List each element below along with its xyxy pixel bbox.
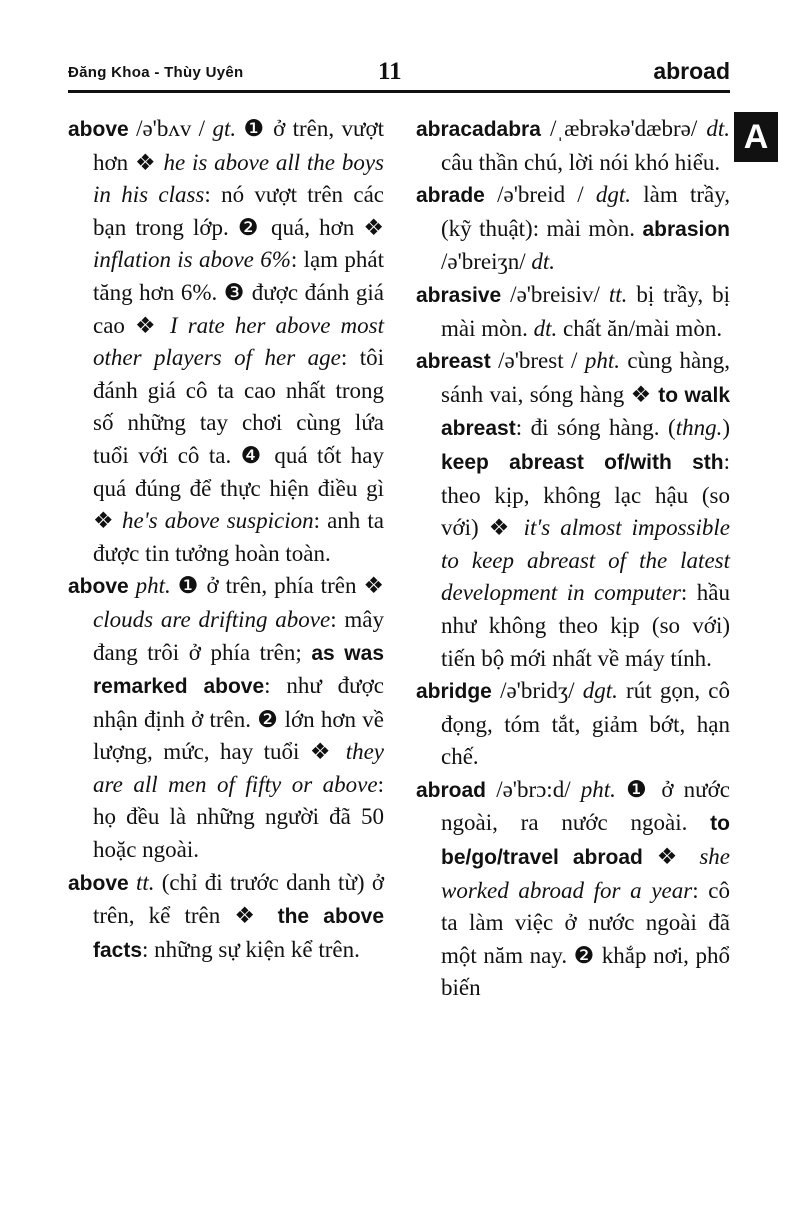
headword: abroad bbox=[416, 778, 487, 802]
part-of-speech: pht. bbox=[584, 348, 620, 374]
guide-word: abroad bbox=[653, 58, 730, 84]
definition-text: /ˌæbrəkə'dæbrə/ bbox=[540, 116, 707, 141]
page-number: 11 bbox=[378, 58, 402, 85]
definition-text: /ə'brɔ:d/ bbox=[486, 776, 581, 802]
dictionary-entry bbox=[68, 867, 384, 968]
definition-text: : họ đều là những người đã 50 hoặc ngoài. bbox=[93, 771, 384, 863]
example: he's above suspicion bbox=[122, 508, 314, 534]
part-of-speech: dt. bbox=[533, 315, 558, 341]
definition-text bbox=[129, 573, 136, 598]
dictionary-entry bbox=[416, 345, 730, 675]
example: inflation is above 6% bbox=[93, 247, 291, 273]
phrase: as was remarked above bbox=[93, 641, 384, 699]
definition-text: : cô ta làm việc ở nước ngoài đã một năm nay. ❷ khắp nơi, phổ biến bbox=[441, 877, 730, 1001]
definition-text: rút gọn, cô đọng, tóm tắt, giảm bớt, hạn chế. bbox=[441, 678, 730, 770]
example: thng. bbox=[675, 415, 723, 441]
part-of-speech: dgt. bbox=[595, 182, 632, 208]
left-column bbox=[68, 113, 384, 967]
headword: above bbox=[68, 575, 129, 599]
definition-text bbox=[129, 870, 136, 895]
example: it's almost impossible to keep abreast of the latest development in computer bbox=[441, 515, 730, 606]
definition-text: ❶ ở trên, vượt hơn ❖ bbox=[93, 116, 384, 175]
right-column bbox=[416, 113, 730, 1005]
dictionary-entry bbox=[68, 570, 384, 866]
example: she worked abroad for a year bbox=[441, 844, 730, 903]
definition-text: : mây đang trôi ở phía trên; bbox=[93, 606, 384, 665]
letter-tab: A bbox=[734, 112, 778, 162]
part-of-speech: dt. bbox=[531, 249, 555, 275]
definition-text: : đi sóng hàng. ( bbox=[515, 415, 676, 441]
part-of-speech: pht. bbox=[580, 776, 616, 802]
definition-text: : nó vượt trên các bạn trong lớp. ❷ quá, hơn ❖ bbox=[93, 182, 384, 240]
definition-text: ) bbox=[722, 415, 730, 441]
dictionary-entry bbox=[68, 113, 384, 570]
phrase: keep abreast of/with sth bbox=[441, 450, 724, 474]
definition-text: bị trầy, bị mài mòn. bbox=[441, 281, 731, 341]
part-of-speech: tt. bbox=[135, 869, 155, 895]
definition-text: : tôi đánh giá cô ta cao nhất trong số những tay chơi cùng lứa tuổi với cô ta. ❹ quá tốt hay quá đúng để thực hiện điều gì ❖ bbox=[93, 345, 385, 534]
definition-text: : những sự kiện kể trên. bbox=[142, 936, 360, 962]
header-rule bbox=[68, 90, 730, 93]
definition-text: ❶ ở nước ngoài, ra nước ngoài. bbox=[441, 776, 730, 836]
example: he is above all the boys in his class bbox=[93, 149, 384, 208]
definition-text: : lạm phát tăng hơn 6%. ❸ được đánh giá cao ❖ bbox=[93, 247, 384, 338]
definition-text: : hầu như không theo kịp (so với) tiến bộ mới nhất về máy tính. bbox=[441, 580, 730, 671]
author-names: Đăng Khoa - Thùy Uyên bbox=[68, 64, 244, 81]
dictionary-entry bbox=[416, 774, 730, 1005]
definition-text: /ə'bridʒ/ bbox=[491, 678, 583, 704]
part-of-speech: dgt. bbox=[582, 678, 618, 704]
headword: abreast bbox=[416, 350, 491, 374]
definition-text: ❖ bbox=[642, 844, 700, 870]
headword: abrasion bbox=[642, 217, 730, 241]
definition-text: /ə'bʌv / bbox=[128, 116, 213, 141]
definition-text: /ə'breisiv/ bbox=[501, 281, 609, 307]
phrase: to walk abreast bbox=[441, 383, 730, 441]
part-of-speech: gt. bbox=[212, 116, 237, 141]
dictionary-entry bbox=[416, 179, 730, 279]
definition-text: làm trầy, (kỹ thuật): mài mòn. bbox=[441, 182, 730, 241]
definition-text: : như được nhận định ở trên. ❷ lớn hơn về lượng, mức, hay tuổi ❖ bbox=[93, 673, 385, 765]
headword: abracadabra bbox=[416, 118, 541, 141]
headword: abrasive bbox=[416, 283, 502, 307]
dictionary-entry bbox=[416, 279, 730, 345]
headword: abridge bbox=[416, 680, 492, 704]
example: clouds are drifting above bbox=[93, 606, 331, 632]
phrase: to be/go/travel abroad bbox=[441, 812, 730, 870]
definition-text: ❶ ở trên, phía trên ❖ bbox=[170, 573, 385, 599]
definition-text: câu thần chú, lời nói khó hiểu. bbox=[441, 149, 721, 175]
definition-text: /ə'breid / bbox=[484, 182, 596, 208]
definition-text: (chỉ đi trước danh từ) ở trên, kể trên ❖ bbox=[93, 869, 385, 929]
headword: above bbox=[68, 871, 129, 895]
definition-text: : anh ta được tin tưởng hoàn toàn. bbox=[93, 508, 384, 566]
example: I rate her above most other players of her age bbox=[93, 312, 384, 371]
definition-text: cùng hàng, sánh vai, sóng hàng ❖ bbox=[441, 348, 731, 407]
page-header bbox=[68, 58, 730, 88]
definition-text: : theo kịp, không lạc hậu (so với) ❖ bbox=[441, 448, 730, 541]
phrase: the above facts bbox=[93, 905, 385, 962]
definition-text: chất ăn/mài mòn. bbox=[557, 315, 723, 341]
part-of-speech: pht. bbox=[135, 573, 171, 599]
headword: above bbox=[68, 118, 129, 141]
definition-text: /ə'brest / bbox=[490, 348, 585, 374]
definition-text: /ə'breiʒn/ bbox=[441, 249, 532, 275]
part-of-speech: dt. bbox=[706, 116, 730, 141]
dictionary-entry bbox=[416, 113, 730, 179]
example: they are all men of fifty or above bbox=[93, 739, 384, 797]
dictionary-entry bbox=[416, 675, 730, 774]
part-of-speech: tt. bbox=[608, 281, 628, 307]
headword: abrade bbox=[416, 184, 485, 208]
